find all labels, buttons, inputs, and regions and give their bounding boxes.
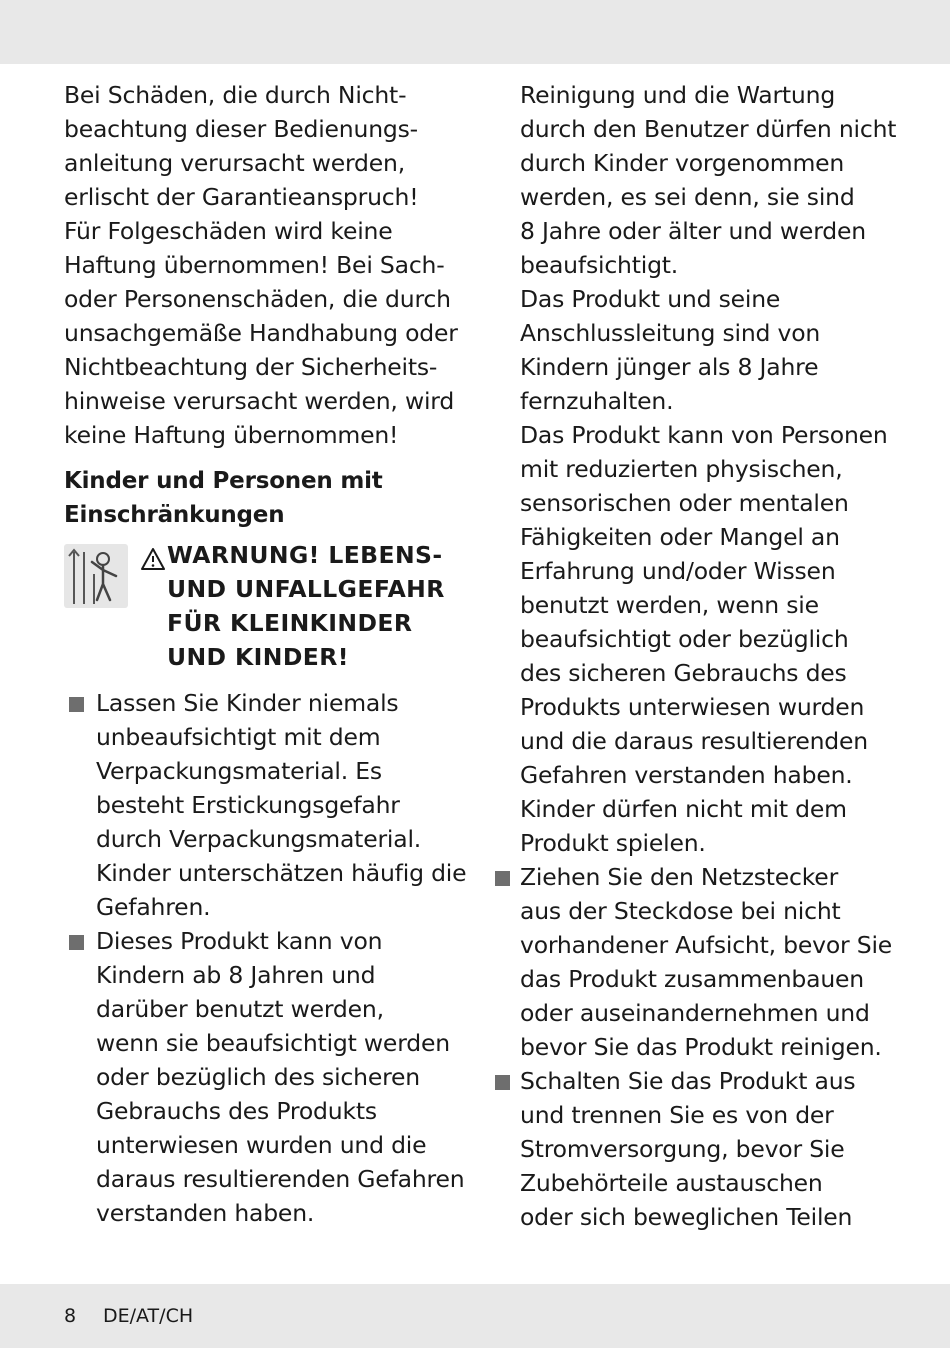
warning-line: WARNUNG! LEBENS- xyxy=(167,541,443,569)
bullet-square-icon xyxy=(495,871,510,886)
text-line: anleitung verursacht werden, xyxy=(64,149,405,177)
text-line: Gebrauchs des Produkts xyxy=(96,1097,377,1125)
intro-paragraph xyxy=(64,78,464,452)
text-line: beaufsichtigt. xyxy=(520,251,679,279)
text-line: durch den Benutzer dürfen nicht xyxy=(520,115,897,143)
text-line: benutzt werden, wenn sie xyxy=(520,591,819,619)
text-line: vorhandener Aufsicht, bevor Sie xyxy=(520,931,893,959)
text-line: durch Verpackungsmaterial. xyxy=(96,825,422,853)
text-line: 8 Jahre oder älter und werden xyxy=(520,217,866,245)
text-line: Kinder dürfen nicht mit dem xyxy=(520,795,847,823)
text-line: Dieses Produkt kann von xyxy=(96,927,383,955)
text-line: Kindern ab 8 Jahren und xyxy=(96,961,376,989)
text-line: Kinder unterschätzen häufig die xyxy=(96,859,467,887)
text-line: Erfahrung und/oder Wissen xyxy=(520,557,836,585)
text-line: Schalten Sie das Produkt aus xyxy=(520,1067,856,1095)
text-line: fernzuhalten. xyxy=(520,387,674,415)
bullet-square-icon xyxy=(69,935,84,950)
text-line: Verpackungsmaterial. Es xyxy=(96,757,382,785)
continued-paragraph xyxy=(492,78,932,860)
text-line: oder auseinandernehmen und xyxy=(520,999,870,1027)
text-line: Nichtbeachtung der Sicherheits- xyxy=(64,353,438,381)
text-line: oder sich beweglichen Teilen xyxy=(520,1203,853,1231)
region-label: DE/AT/CH xyxy=(103,1305,194,1327)
text-line: darüber benutzt werden, xyxy=(96,995,384,1023)
text-line: Anschlussleitung sind von xyxy=(520,319,821,347)
text-line: daraus resultierenden Gefahren xyxy=(96,1165,465,1193)
text-line: unsachgemäße Handhabung oder xyxy=(64,319,458,347)
text-line: Bei Schäden, die durch Nicht- xyxy=(64,81,407,109)
text-line: Lassen Sie Kinder niemals xyxy=(96,689,399,717)
text-line: Produkts unterwiesen wurden xyxy=(520,693,865,721)
warning-triangle-icon xyxy=(141,546,165,570)
text-line: Zubehörteile austauschen xyxy=(520,1169,823,1197)
list-item xyxy=(492,860,932,1064)
warning-line: FÜR KLEINKINDER xyxy=(167,609,413,637)
list-item xyxy=(492,1064,932,1234)
text-line: Stromversorgung, bevor Sie xyxy=(520,1135,845,1163)
list-item xyxy=(64,924,464,1230)
text-line: Reinigung und die Wartung xyxy=(520,81,836,109)
text-line: unterwiesen wurden und die xyxy=(96,1131,427,1159)
warning-block xyxy=(64,538,464,674)
text-line: Kindern jünger als 8 Jahre xyxy=(520,353,819,381)
text-line: keine Haftung übernommen! xyxy=(64,421,399,449)
text-line: werden, es sei denn, sie sind xyxy=(520,183,855,211)
text-line: oder bezüglich des sicheren xyxy=(96,1063,420,1091)
text-line: beachtung dieser Bedienungs- xyxy=(64,115,418,143)
text-line: oder Personenschäden, die durch xyxy=(64,285,451,313)
page-number: 8 xyxy=(64,1305,77,1327)
text-line: verstanden haben. xyxy=(96,1199,315,1227)
child-safety-icon xyxy=(64,544,128,608)
text-line: sensorischen oder mentalen xyxy=(520,489,849,517)
text-line: beaufsichtigt oder bezüglich xyxy=(520,625,849,653)
text-line: Das Produkt und seine xyxy=(520,285,781,313)
bullet-square-icon xyxy=(69,697,84,712)
warning-title xyxy=(167,538,445,674)
text-line: aus der Steckdose bei nicht xyxy=(520,897,841,925)
text-line: durch Kinder vorgenommen xyxy=(520,149,845,177)
heading-line: Einschränkungen xyxy=(64,502,285,528)
text-line: wenn sie beaufsichtigt werden xyxy=(96,1029,450,1057)
text-line: bevor Sie das Produkt reinigen. xyxy=(520,1033,882,1061)
text-line: Das Produkt kann von Personen xyxy=(520,421,888,449)
bullet-square-icon xyxy=(495,1075,510,1090)
text-line: Gefahren. xyxy=(96,893,211,921)
text-line: des sicheren Gebrauchs des xyxy=(520,659,847,687)
text-line: und die daraus resultierenden xyxy=(520,727,868,755)
section-heading xyxy=(64,464,464,532)
text-line: Fähigkeiten oder Mangel an xyxy=(520,523,840,551)
left-column xyxy=(64,78,467,1230)
list-item xyxy=(64,686,467,924)
right-column xyxy=(492,78,932,1234)
text-line: Für Folgeschäden wird keine xyxy=(64,217,393,245)
text-line: mit reduzierten physischen, xyxy=(520,455,843,483)
text-line: besteht Erstickungsgefahr xyxy=(96,791,400,819)
text-line: Gefahren verstanden haben. xyxy=(520,761,853,789)
text-line: das Produkt zusammenbauen xyxy=(520,965,864,993)
text-line: und trennen Sie es von der xyxy=(520,1101,834,1129)
header-band xyxy=(0,0,950,64)
warning-line: UND KINDER! xyxy=(167,643,349,671)
text-line: hinweise verursacht werden, wird xyxy=(64,387,455,415)
text-line: Produkt spielen. xyxy=(520,829,706,857)
text-line: erlischt der Garantieanspruch! xyxy=(64,183,419,211)
warning-line: UND UNFALLGEFAHR xyxy=(167,575,445,603)
heading-line: Kinder und Personen mit xyxy=(64,468,383,494)
text-line: Haftung übernommen! Bei Sach- xyxy=(64,251,445,279)
text-line: unbeaufsichtigt mit dem xyxy=(96,723,381,751)
text-line: Ziehen Sie den Netzstecker xyxy=(520,863,839,891)
